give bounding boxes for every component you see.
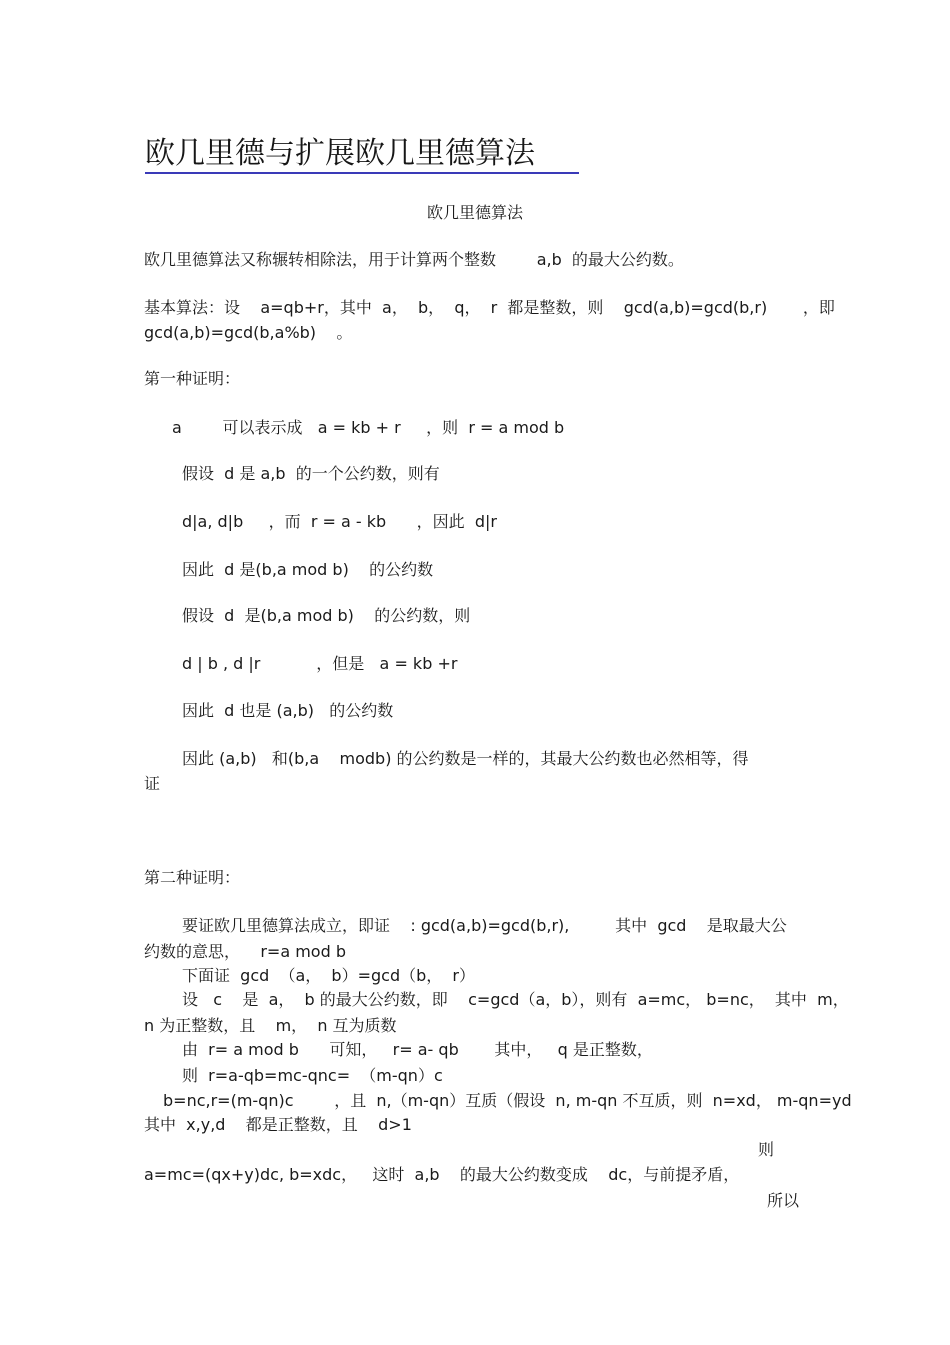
proof1-line: d|a, d|b ，而 r = a - kb ，因此 d|r — [182, 512, 497, 531]
intro-paragraph: 欧几里德算法又称辗转相除法，用于计算两个整数 a,b 的最大公约数。 — [144, 250, 684, 269]
proof1-line: a 可以表示成 a = kb + r ，则 r = a mod b — [172, 418, 565, 437]
proof1-line: 因此 d 是(b,a mod b) 的公约数 — [182, 560, 434, 579]
proof2-line: 则 r=a-qb=mc-qnc= （m-qn）c — [182, 1066, 443, 1085]
proof1-line: 假设 d 是 a,b 的一个公约数，则有 — [182, 464, 440, 483]
proof2-line: 由 r= a mod b 可知， r= a- qb 其中， q 是正整数， — [182, 1040, 653, 1059]
document-title-text: 欧几里德与扩展欧几里德算法 — [145, 136, 535, 171]
proof1-line: 证 — [144, 774, 161, 793]
proof2-line: 约数的意思， r=a mod b — [144, 942, 346, 961]
document-title — [145, 136, 579, 174]
proof2-line: 设 c 是 a， b 的最大公约数，即 c=gcd（a，b），则有 a=mc， b=nc， 其中 m， — [182, 990, 849, 1009]
proof2-line: 要证欧几里德算法成立，即证 : gcd(a,b)=gcd(b,r), 其中 gcd 是取最大公 — [182, 916, 787, 935]
proof1-heading: 第一种证明： — [144, 369, 241, 388]
section-subtitle: 欧几里德算法 — [426, 203, 523, 222]
proof2-heading: 第二种证明： — [144, 868, 241, 887]
proof2-line: a=mc=(qx+y)dc, b=xdc， 这时 a,b 的最大公约数变成 dc，与前提矛盾， — [144, 1165, 740, 1184]
basic-algorithm-line-2: gcd(a,b)=gcd(b,a%b) 。 — [144, 323, 353, 342]
proof1-line: 假设 d 是(b,a mod b) 的公约数，则 — [182, 606, 471, 625]
proof2-line: b=nc,r=(m-qn)c ，且 n,（m-qn）互质（假设 n, m-qn 不互质，则 n=xd， m-qn=yd — [163, 1091, 852, 1110]
proof2-line: 其中 x,y,d 都是正整数，且 d>1 — [144, 1115, 412, 1134]
proof1-line: 因此 d 也是 (a,b) 的公约数 — [182, 701, 394, 720]
proof2-line: 所以 — [767, 1191, 800, 1210]
proof2-line: n 为正整数，且 m， n 互为质数 — [144, 1016, 397, 1035]
basic-algorithm-line-1: 基本算法：设 a=qb+r，其中 a， b， q， r 都是整数，则 gcd(a,b)=gcd(b,r) ，即 — [144, 298, 835, 317]
proof1-line: 因此 (a,b) 和(b,a modb) 的公约数是一样的，其最大公约数也必然相等，得 — [182, 749, 749, 768]
proof2-line: 下面证 gcd （a， b）=gcd（b， r） — [182, 966, 476, 985]
proof2-line: 则 — [758, 1140, 775, 1159]
proof1-line: d | b , d |r ，但是 a = kb +r — [182, 654, 458, 673]
